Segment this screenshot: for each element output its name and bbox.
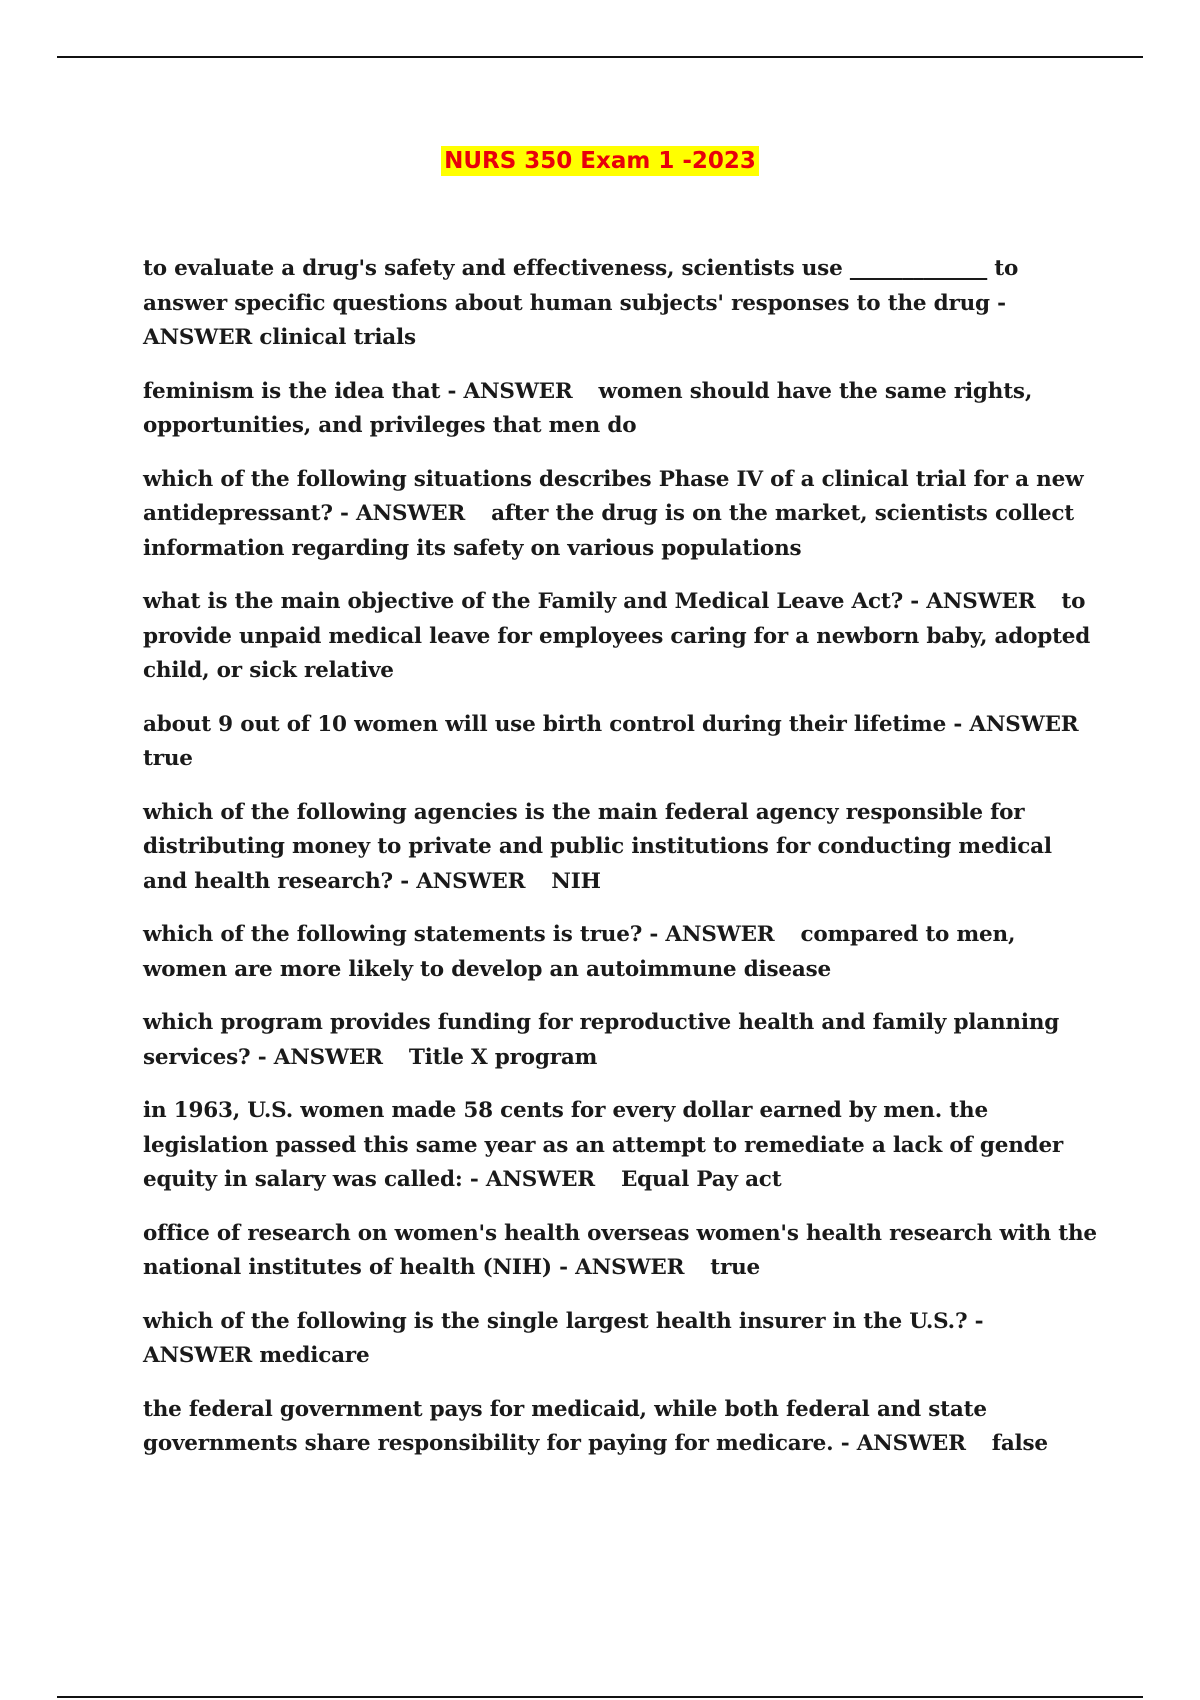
answer-text: compared to men, women are more likely to develop an autoimmune disease xyxy=(143,922,1016,982)
answer-separator: - ANSWER xyxy=(250,1044,383,1070)
answer-separator: - ANSWER xyxy=(462,1167,595,1192)
answer-separator: - ANSWER xyxy=(143,290,1006,350)
answer-text: true xyxy=(143,746,193,771)
question-text: to evaluate a drug's safety and effectiveness, scientists use _____________ to answer specific questions about human subjects' responses to the drug xyxy=(143,256,1019,316)
question-text: which program provides funding for reproductive health and family planning services? xyxy=(143,1010,1060,1070)
question-text: office of research on women's health overseas women's health research with the national institutes of health (NIH) xyxy=(143,1220,1097,1280)
document-title: NURS 350 Exam 1 -2023 xyxy=(441,146,759,176)
qa-item xyxy=(143,1006,1099,1075)
answer-separator: - ANSWER xyxy=(440,378,573,404)
top-rule xyxy=(57,56,1143,58)
answer-text: Equal Pay act xyxy=(620,1167,782,1192)
answer-text: clinical trials xyxy=(259,325,416,350)
answer-text: false xyxy=(991,1431,1048,1456)
question-text: the federal government pays for medicaid, while both federal and state governments share responsibility for paying for medicare. xyxy=(143,1396,987,1456)
title-block xyxy=(0,146,1200,176)
qa-item xyxy=(143,1393,1099,1462)
answer-text: NIH xyxy=(551,868,601,894)
answer-text: Title X program xyxy=(408,1044,598,1070)
bottom-rule xyxy=(57,1696,1143,1698)
question-text: about 9 out of 10 women will use birth control during their lifetime xyxy=(143,711,947,737)
question-text: which of the following statements is true? xyxy=(143,922,643,947)
question-text: which of the following is the single largest health insurer in the U.S.? xyxy=(143,1308,968,1334)
qa-item xyxy=(143,463,1099,567)
answer-separator: - ANSWER xyxy=(642,922,775,947)
qa-item xyxy=(143,1217,1099,1286)
qa-item xyxy=(143,252,1099,356)
question-text: in 1963, U.S. women made 58 cents for every dollar earned by men. the legislation passed this same year as an attempt to remediate a lack of gender equity in salary was called: xyxy=(143,1098,1064,1192)
question-text: what is the main objective of the Family and Medical Leave Act? xyxy=(143,589,904,614)
qa-item xyxy=(143,1305,1099,1374)
qa-item xyxy=(143,1094,1099,1198)
answer-separator: - ANSWER xyxy=(143,1308,984,1368)
answer-text: to provide unpaid medical leave for employees caring for a newborn baby, adopted child, or sick relative xyxy=(143,589,1091,683)
question-text: feminism is the idea that xyxy=(143,378,441,404)
answer-separator: - ANSWER xyxy=(551,1255,685,1280)
question-text: which of the following situations describes Phase IV of a clinical trial for a new antidepressant? xyxy=(143,466,1084,526)
answer-separator: - ANSWER xyxy=(392,868,526,894)
qa-item xyxy=(143,918,1099,987)
answer-separator: - ANSWER xyxy=(903,589,1036,614)
qa-item xyxy=(143,796,1099,900)
qa-item xyxy=(143,375,1099,444)
answer-text: medicare xyxy=(259,1343,370,1368)
answer-separator: - ANSWER xyxy=(946,711,1079,737)
qa-list xyxy=(143,252,1099,1481)
question-text: which of the following agencies is the main federal agency responsible for distributing money to private and public institutions for conducting medical and health research? xyxy=(143,799,1052,894)
answer-separator: - ANSWER xyxy=(332,501,466,526)
answer-text: women should have the same rights, opportunities, and privileges that men do xyxy=(143,378,1033,438)
qa-item xyxy=(143,585,1099,689)
answer-text: true xyxy=(710,1255,761,1280)
answer-text: after the drug is on the market, scientists collect information regarding its safety on various populations xyxy=(143,501,1075,561)
qa-item xyxy=(143,708,1099,777)
answer-separator: - ANSWER xyxy=(833,1431,966,1456)
